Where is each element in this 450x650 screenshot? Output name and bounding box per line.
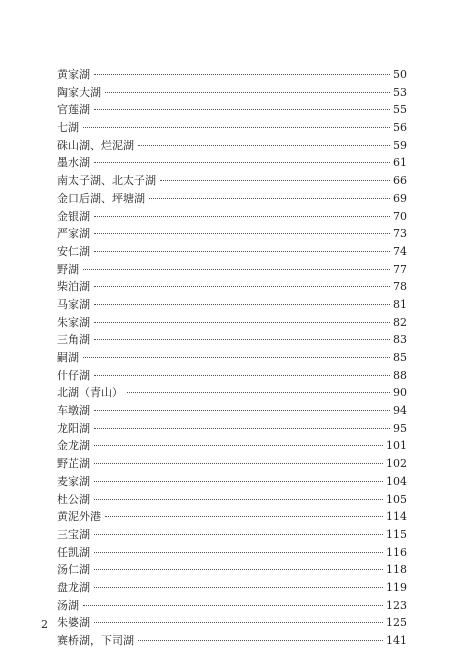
- toc-entry: [57, 384, 407, 402]
- toc-entry-page: 77: [393, 262, 407, 276]
- toc-entry-title: 汤仁湖: [57, 563, 90, 577]
- toc-entry-page: 116: [386, 545, 407, 559]
- dot-leader: [94, 109, 390, 110]
- dot-leader: [83, 357, 390, 358]
- toc-entry-title: 杜公湖: [57, 492, 90, 506]
- toc-entry-title: 柴泊湖: [57, 280, 90, 294]
- toc-entry-page: 90: [393, 386, 407, 400]
- toc-entry-page: 81: [393, 297, 407, 311]
- dot-leader: [94, 162, 390, 163]
- toc-entry-title: 墨水湖: [57, 156, 90, 170]
- dot-leader: [138, 640, 383, 641]
- toc-entry: [57, 526, 407, 544]
- dot-leader: [94, 587, 383, 588]
- toc-entry-title: 嗣湖: [57, 351, 79, 364]
- table-of-contents: [57, 66, 407, 650]
- toc-entry-page: 114: [386, 510, 407, 524]
- toc-entry-title: 南太子湖、北太子湖: [57, 174, 156, 188]
- toc-entry-title: 盘龙湖: [57, 580, 90, 594]
- toc-entry-title: 任凯湖: [57, 545, 90, 559]
- dot-leader: [105, 92, 390, 93]
- toc-entry: [57, 101, 407, 119]
- toc-entry: [57, 278, 407, 296]
- toc-entry-page: 56: [393, 121, 407, 135]
- toc-entry-page: 101: [386, 439, 407, 453]
- toc-entry-title: 龙阳湖: [57, 421, 90, 435]
- dot-leader: [94, 304, 390, 305]
- dot-leader: [94, 339, 390, 340]
- toc-entry-title: 三角湖: [57, 333, 90, 347]
- toc-entry-page: 104: [386, 474, 407, 488]
- dot-leader: [94, 410, 390, 411]
- toc-entry-title: 北湖（青山）: [57, 386, 123, 400]
- toc-entry-title: 硃山湖、烂泥湖: [57, 138, 134, 152]
- dot-leader: [94, 481, 383, 482]
- toc-entry: [57, 296, 407, 314]
- toc-entry-page: 74: [393, 244, 407, 258]
- toc-entry: [57, 473, 407, 491]
- toc-entry-title: 朱家湖: [57, 315, 90, 329]
- dot-leader: [94, 216, 390, 217]
- toc-entry: [57, 491, 407, 509]
- dot-leader: [94, 499, 383, 500]
- toc-entry-page: 125: [386, 616, 407, 630]
- toc-entry-title: 官莲湖: [57, 103, 90, 117]
- toc-entry: [57, 402, 407, 420]
- toc-entry: [57, 437, 407, 455]
- toc-entry: [57, 544, 407, 562]
- toc-entry-title: 野芷湖: [57, 457, 90, 471]
- toc-entry-title: 严家湖: [57, 227, 90, 241]
- toc-entry-title: 黄家湖: [57, 68, 90, 81]
- toc-entry-page: 50: [393, 68, 407, 81]
- toc-entry-page: 66: [393, 174, 407, 188]
- toc-entry: [57, 632, 407, 650]
- toc-entry: [57, 172, 407, 190]
- dot-leader: [160, 180, 390, 181]
- dot-leader: [105, 516, 383, 517]
- toc-entry-page: 115: [386, 527, 407, 541]
- toc-entry-page: 69: [393, 191, 407, 205]
- dot-leader: [138, 145, 390, 146]
- toc-entry-title: 赛桥湖，下司湖: [57, 634, 134, 647]
- toc-entry-title: 野湖: [57, 262, 79, 276]
- toc-entry-title: 汤湖: [57, 598, 79, 612]
- toc-entry-title: 陶家大湖: [57, 85, 101, 99]
- toc-entry-page: 82: [393, 315, 407, 329]
- toc-entry: [57, 208, 407, 226]
- toc-entry-title: 三宝湖: [57, 527, 90, 541]
- toc-entry-title: 黄泥外港: [57, 510, 101, 524]
- toc-entry: [57, 137, 407, 155]
- toc-entry: [57, 420, 407, 438]
- toc-entry: [57, 66, 407, 84]
- dot-leader: [83, 605, 383, 606]
- toc-entry: [57, 597, 407, 615]
- toc-entry-page: 61: [393, 156, 407, 170]
- toc-entry-title: 车墩湖: [57, 404, 90, 418]
- toc-entry: [57, 331, 407, 349]
- toc-entry-page: 123: [386, 598, 407, 612]
- toc-entry: [57, 367, 407, 385]
- toc-entry: [57, 190, 407, 208]
- dot-leader: [94, 622, 383, 623]
- toc-entry: [57, 225, 407, 243]
- toc-entry-page: 83: [393, 333, 407, 347]
- toc-entry-page: 78: [393, 280, 407, 294]
- toc-entry: [57, 314, 407, 332]
- dot-leader: [94, 428, 390, 429]
- toc-entry: [57, 455, 407, 473]
- toc-entry-page: 85: [393, 351, 407, 364]
- toc-entry-page: 53: [393, 85, 407, 99]
- toc-entry-page: 55: [393, 103, 407, 117]
- toc-entry: [57, 119, 407, 137]
- toc-entry-page: 88: [393, 368, 407, 382]
- toc-entry-page: 73: [393, 227, 407, 241]
- dot-leader: [94, 569, 383, 570]
- toc-entry: [57, 84, 407, 102]
- dot-leader: [94, 233, 390, 234]
- dot-leader: [127, 392, 390, 393]
- toc-entry-page: 95: [393, 421, 407, 435]
- toc-entry: [57, 243, 407, 261]
- toc-entry: [57, 261, 407, 279]
- toc-entry-page: 118: [386, 563, 407, 577]
- dot-leader: [94, 322, 390, 323]
- dot-leader: [149, 198, 390, 199]
- toc-entry-title: 金口后湖、坪塘湖: [57, 191, 145, 205]
- page-number: 2: [41, 618, 48, 631]
- toc-entry-title: 安仁湖: [57, 244, 90, 258]
- toc-entry-title: 马家湖: [57, 297, 90, 311]
- toc-entry-page: 70: [393, 209, 407, 223]
- toc-entry-page: 105: [386, 492, 407, 506]
- dot-leader: [94, 74, 390, 75]
- toc-entry-title: 金龙湖: [57, 439, 90, 453]
- toc-entry-page: 102: [386, 457, 407, 471]
- dot-leader: [94, 286, 390, 287]
- dot-leader: [94, 375, 390, 376]
- dot-leader: [83, 269, 390, 270]
- dot-leader: [94, 534, 383, 535]
- toc-entry: [57, 561, 407, 579]
- dot-leader: [94, 463, 383, 464]
- toc-entry-title: 什仔湖: [57, 368, 90, 382]
- toc-entry: [57, 154, 407, 172]
- dot-leader: [83, 127, 390, 128]
- toc-entry: [57, 349, 407, 367]
- toc-entry: [57, 508, 407, 526]
- toc-entry: [57, 614, 407, 632]
- toc-entry: [57, 579, 407, 597]
- toc-entry-title: 朱婆湖: [57, 616, 90, 630]
- dot-leader: [94, 251, 390, 252]
- toc-entry-title: 麦家湖: [57, 474, 90, 488]
- toc-entry-title: 七湖: [57, 121, 79, 135]
- toc-entry-page: 141: [386, 634, 407, 647]
- dot-leader: [94, 552, 383, 553]
- toc-entry-title: 金银湖: [57, 209, 90, 223]
- toc-entry-page: 94: [393, 404, 407, 418]
- toc-entry-page: 119: [386, 580, 407, 594]
- dot-leader: [94, 445, 383, 446]
- toc-entry-page: 59: [393, 138, 407, 152]
